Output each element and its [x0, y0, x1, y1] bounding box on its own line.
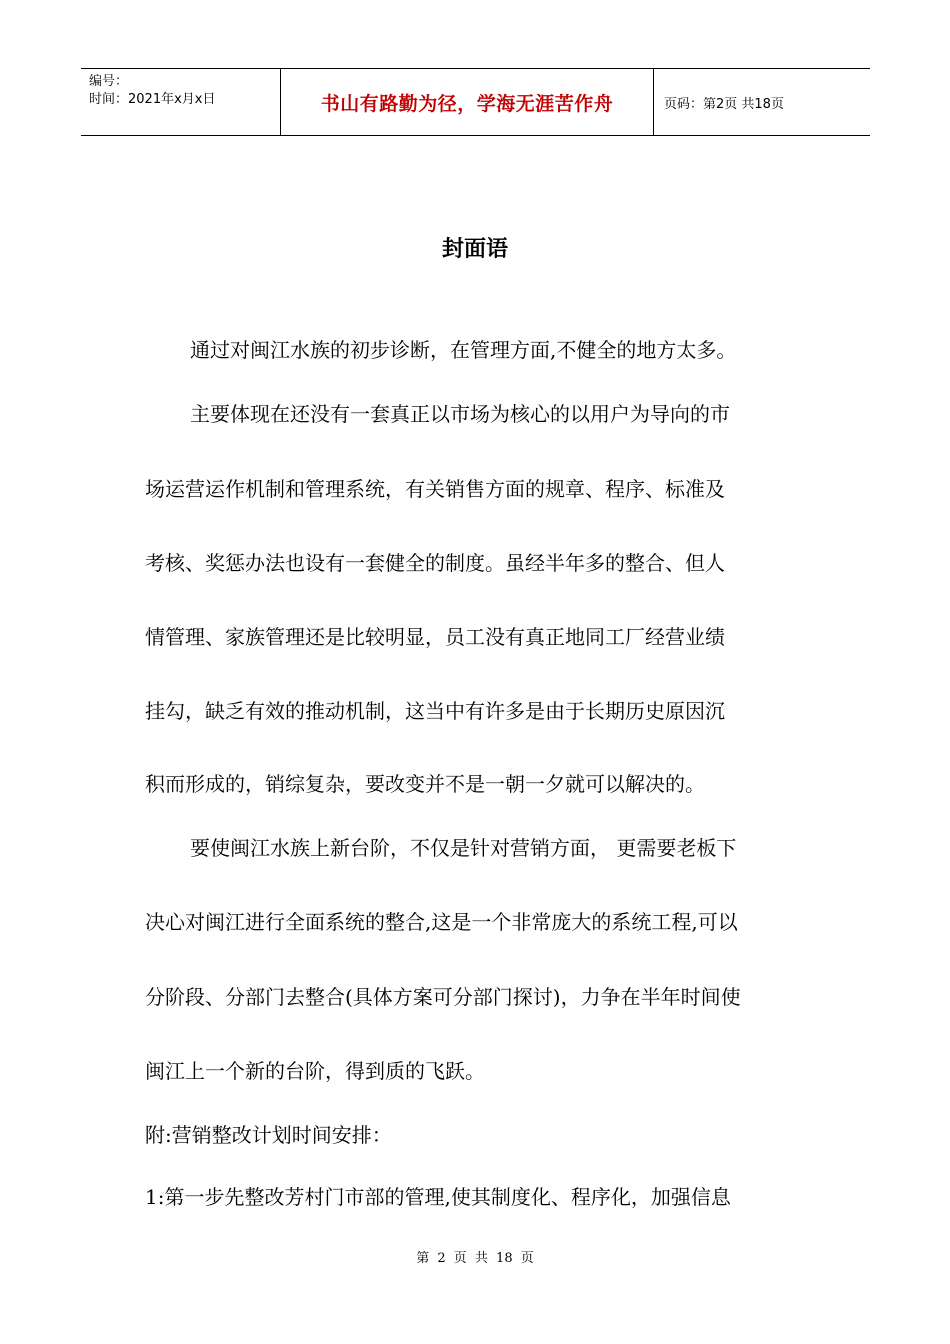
header-meta: [81, 69, 281, 135]
body-line: 附:营销整改计划时间安排：: [145, 1123, 392, 1147]
doc-date: 时间：2021年x月x日: [89, 92, 216, 107]
header-table: [81, 68, 870, 136]
body-line: 情管理、家族管理还是比较明显，员工没有真正地同工厂经营业绩: [145, 625, 725, 649]
page-footer: 第 2 页 共 18 页: [416, 1251, 534, 1266]
body-line: 闽江上一个新的台阶，得到质的飞跃。: [145, 1059, 485, 1083]
body-line: 挂勾，缺乏有效的推动机制，这当中有许多是由于长期历史原因沉: [145, 699, 725, 723]
header-motto: 书山有路勤为径，学海无涯苦作舟: [320, 92, 614, 115]
body-line: 要使闽江水族上新台阶，不仅是针对营销方面， 更需要老板下: [190, 836, 737, 860]
body-line: 场运营运作机制和管理系统，有关销售方面的规章、程序、标准及: [145, 477, 725, 501]
body-line: 决心对闽江进行全面系统的整合,这是一个非常庞大的系统工程,可以: [145, 910, 738, 934]
body-line: 1:第一步先整改芳村门市部的管理,使其制度化、程序化，加强信息: [145, 1185, 731, 1209]
body-line: 分阶段、分部门去整合(具体方案可分部门探讨)，力争在半年时间使: [145, 985, 741, 1009]
body-line: 通过对闽江水族的初步诊断，在管理方面,不健全的地方太多。: [190, 338, 737, 362]
doc-code-label: 编号：: [89, 74, 129, 89]
page-title: 封面语: [441, 237, 508, 262]
body-line: 主要体现在还没有一套真正以市场为核心的以用户为导向的市: [190, 402, 730, 426]
body-line: 考核、奖惩办法也设有一套健全的制度。虽经半年多的整合、但人: [145, 551, 725, 575]
header-page-info: 页码：第2页 共18页: [664, 96, 784, 112]
body-line: 积而形成的，销综复杂，要改变并不是一朝一夕就可以解决的。: [145, 772, 705, 796]
header-page-info-cell: [654, 69, 870, 135]
header-motto-cell: [281, 69, 654, 135]
